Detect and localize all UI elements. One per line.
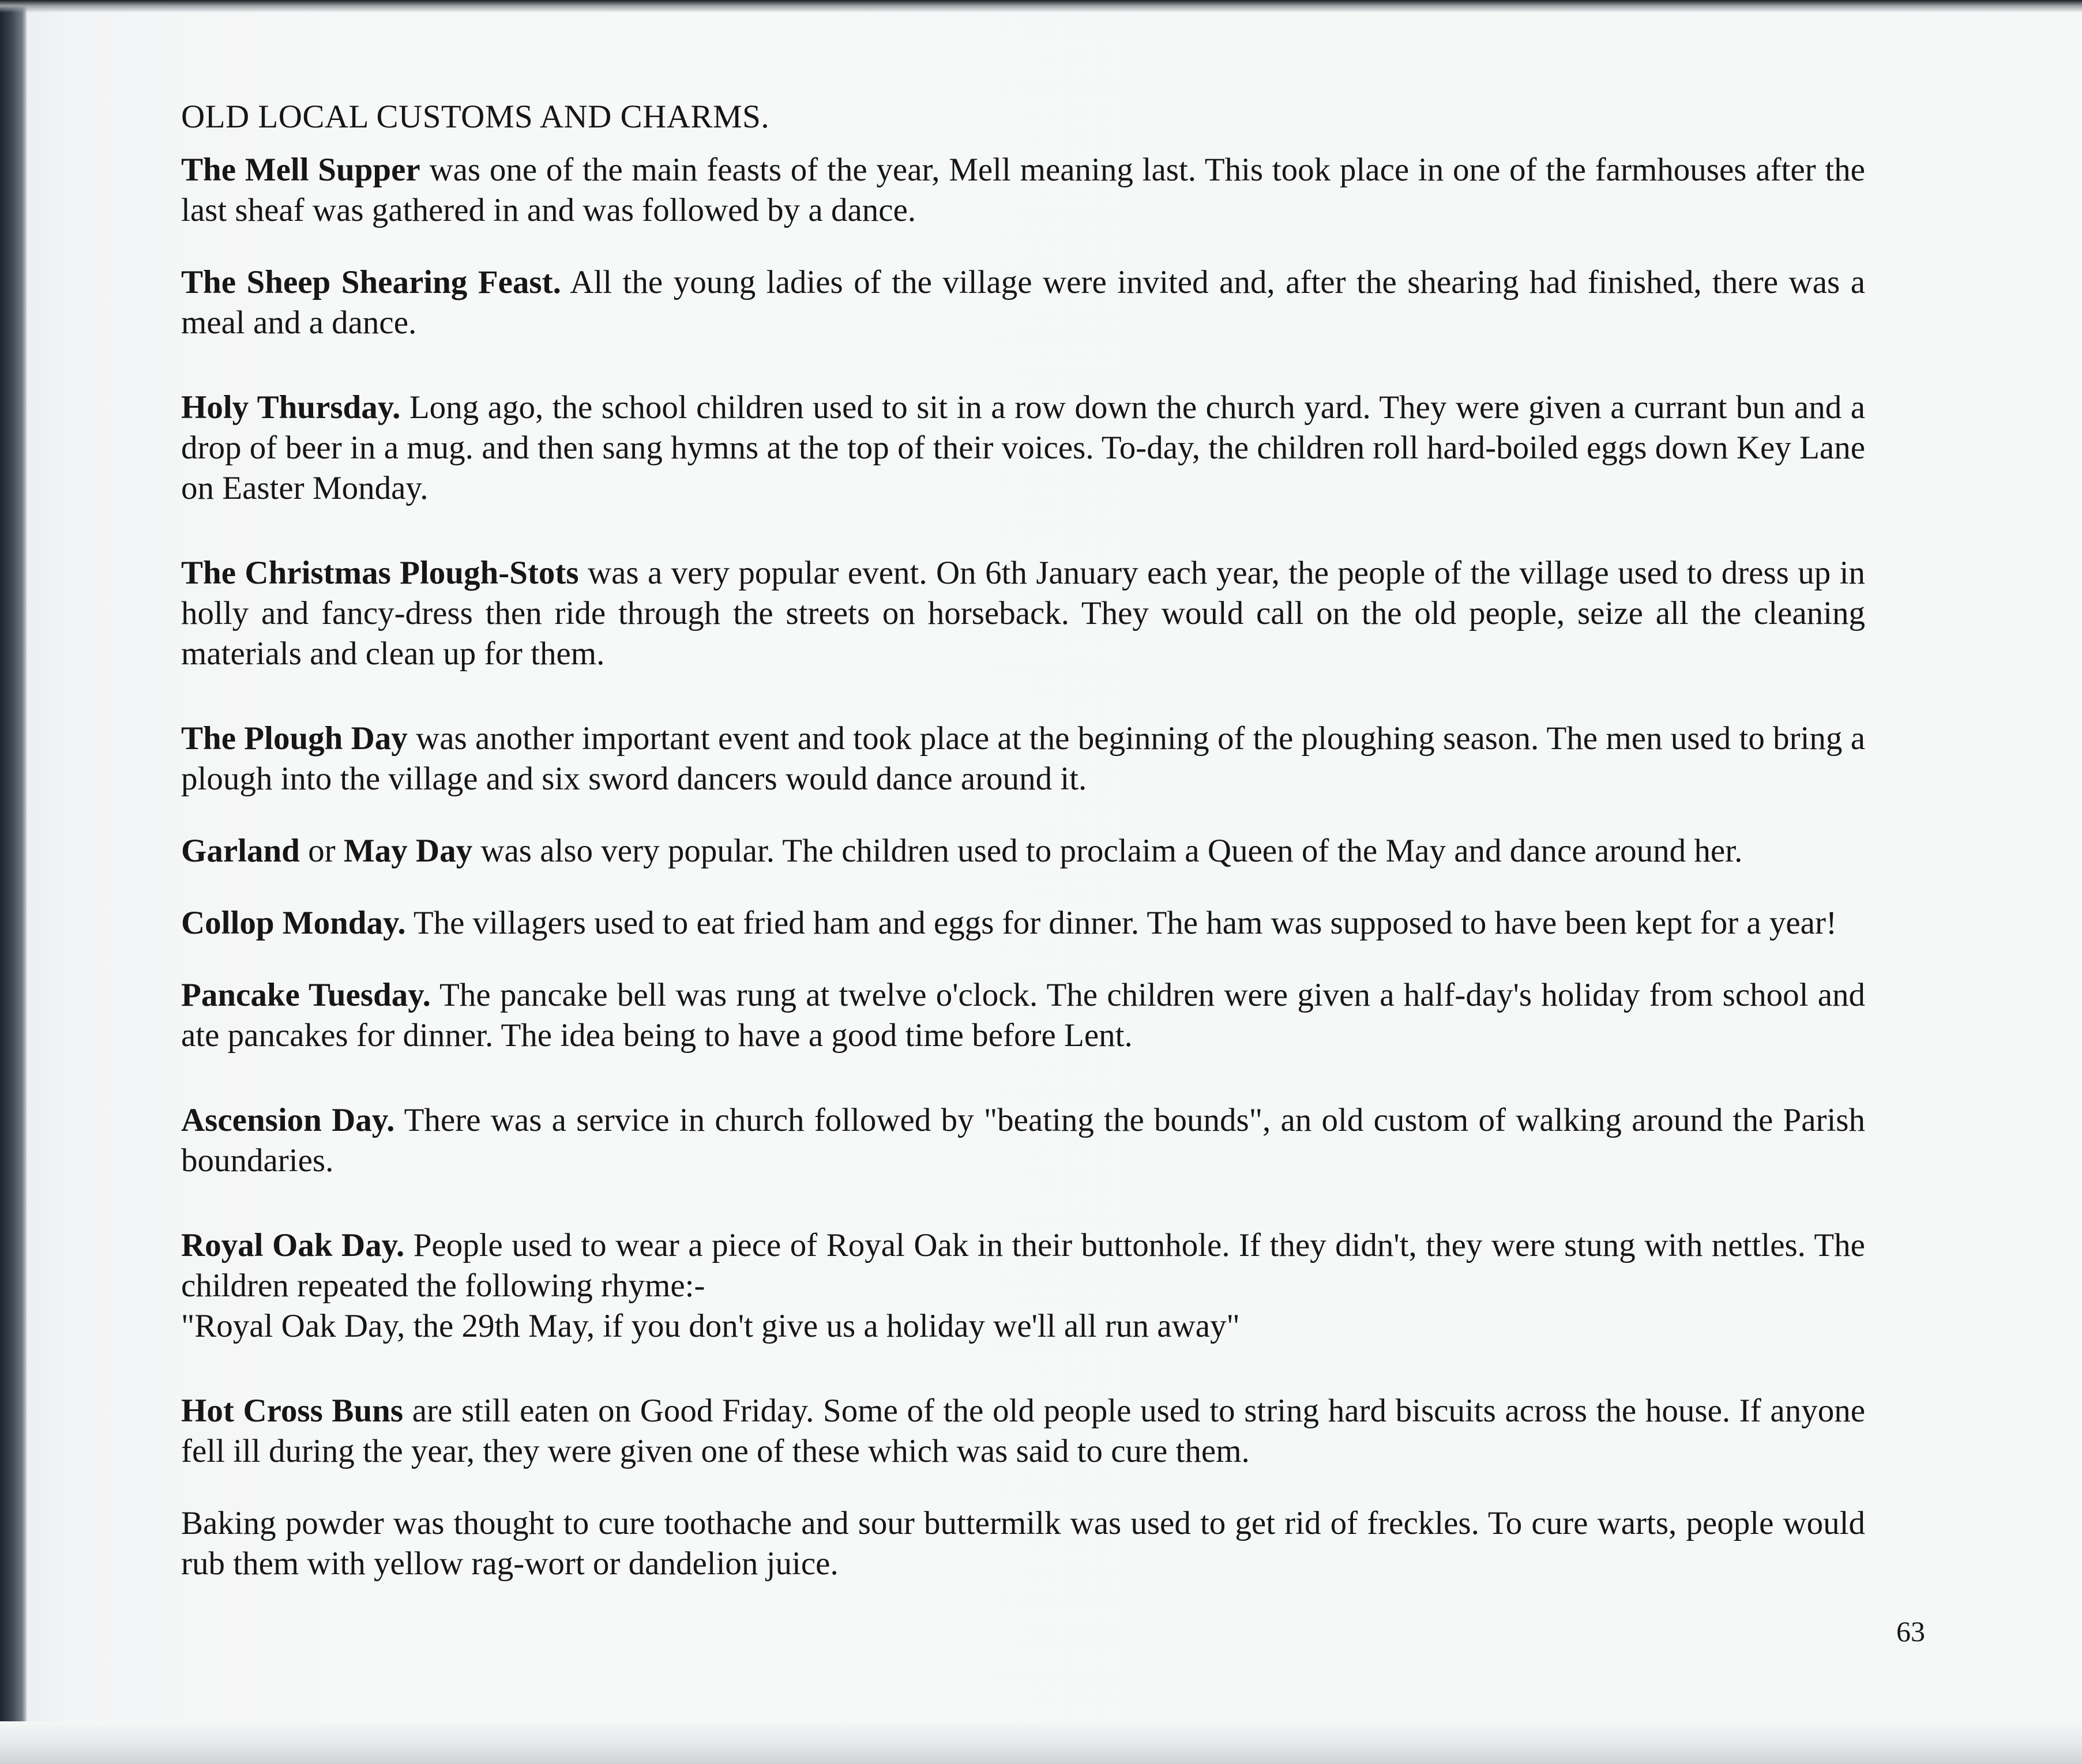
entry-christmas-plough-stots <box>181 553 1865 674</box>
entry-text: was also very popular. The children used to proclaim a Queen of the May and dance around her. <box>472 833 1743 869</box>
entry-heading: Garland <box>181 833 300 869</box>
entry-garland-may-day <box>181 831 1865 871</box>
closing-paragraph: Baking powder was thought to cure toothache and sour buttermilk was used to get rid of freckles. To cure warts, people would rub them with yellow rag-wort or dandelion juice. <box>181 1505 1865 1582</box>
entry-heading: Royal Oak Day. <box>181 1227 405 1263</box>
book-spine-shadow <box>0 0 27 1764</box>
entry-sheep-shearing-feast <box>181 262 1865 343</box>
bottom-page-edge <box>0 1721 2082 1764</box>
entry-royal-oak-day <box>181 1225 1865 1346</box>
page-title: OLD LOCAL CUSTOMS AND CHARMS. <box>181 99 770 135</box>
entry-heading: Hot Cross Buns <box>181 1393 404 1429</box>
entry-text: People used to wear a piece of Royal Oak in their buttonhole. If they didn't, they were stung with nettles. The children repeated the following rhyme:- <box>181 1227 1865 1304</box>
entry-text: was another important event and took place at the beginning of the ploughing season. The men used to bring a plough into the village and six sword dancers would dance around it. <box>181 720 1865 797</box>
entry-ascension-day <box>181 1100 1865 1181</box>
entry-text: All the young ladies of the village were invited and, after the shearing had finished, there was a meal and a dance. <box>181 264 1865 341</box>
entry-text: Long ago, the school children used to sit in a row down the church yard. They were given a currant bun and a drop of beer in a mug. and then sang hymns at the top of their voices. To-day, the children roll hard-boiled eggs down Key Lane on Easter Monday. <box>181 389 1865 506</box>
entry-heading: Pancake Tuesday. <box>181 977 431 1013</box>
entry-hot-cross-buns <box>181 1391 1865 1472</box>
entry-plough-day <box>181 719 1865 799</box>
entry-text: was one of the main feasts of the year, Mell meaning last. This took place in one of the farmhouses after the last sheaf was gathered in and was followed by a dance. <box>181 152 1865 228</box>
entry-heading: The Mell Supper <box>181 152 420 188</box>
page-content <box>181 97 1865 1628</box>
entry-text: There was a service in church followed by "beating the bounds", an old custom of walking around the Parish boundaries. <box>181 1102 1865 1179</box>
rhyme-quote: "Royal Oak Day, the 29th May, if you don't give us a holiday we'll all run away" <box>181 1308 1240 1344</box>
top-edge-shadow <box>0 0 2082 13</box>
entry-heading: Ascension Day. <box>181 1102 395 1138</box>
entry-text: are still eaten on Good Friday. Some of the old people used to string hard biscuits across the house. If anyone fell ill during the year, they were given one of these which was said to cure them. <box>181 1393 1866 1469</box>
entry-heading: Holy Thursday. <box>181 389 401 426</box>
entry-connector: or <box>299 833 344 869</box>
entry-mell-supper <box>181 150 1865 231</box>
entry-text: was a very popular event. On 6th January each year, the people of the village used to dress up in holly and fancy-dress then ride through the streets on horseback. They would call on the old people, seize all the cleaning materials and clean up for them. <box>181 555 1865 672</box>
entry-heading: The Sheep Shearing Feast. <box>181 264 561 300</box>
entry-holy-thursday <box>181 388 1865 509</box>
entry-heading: Collop Monday. <box>181 905 406 941</box>
entry-pancake-tuesday <box>181 975 1865 1056</box>
page-number: 63 <box>1896 1615 1925 1648</box>
entry-text: The villagers used to eat fried ham and eggs for dinner. The ham was supposed to have been kept for a year! <box>405 905 1837 941</box>
entry-collop-monday <box>181 903 1865 943</box>
entry-text: The pancake bell was rung at twelve o'clock. The children were given a half-day's holiday from school and ate pancakes for dinner. The idea being to have a good time before Lent. <box>181 977 1866 1054</box>
entry-heading-secondary: May Day <box>343 833 473 869</box>
entry-heading: The Plough Day <box>181 720 408 757</box>
entry-heading: The Christmas Plough-Stots <box>181 555 579 591</box>
